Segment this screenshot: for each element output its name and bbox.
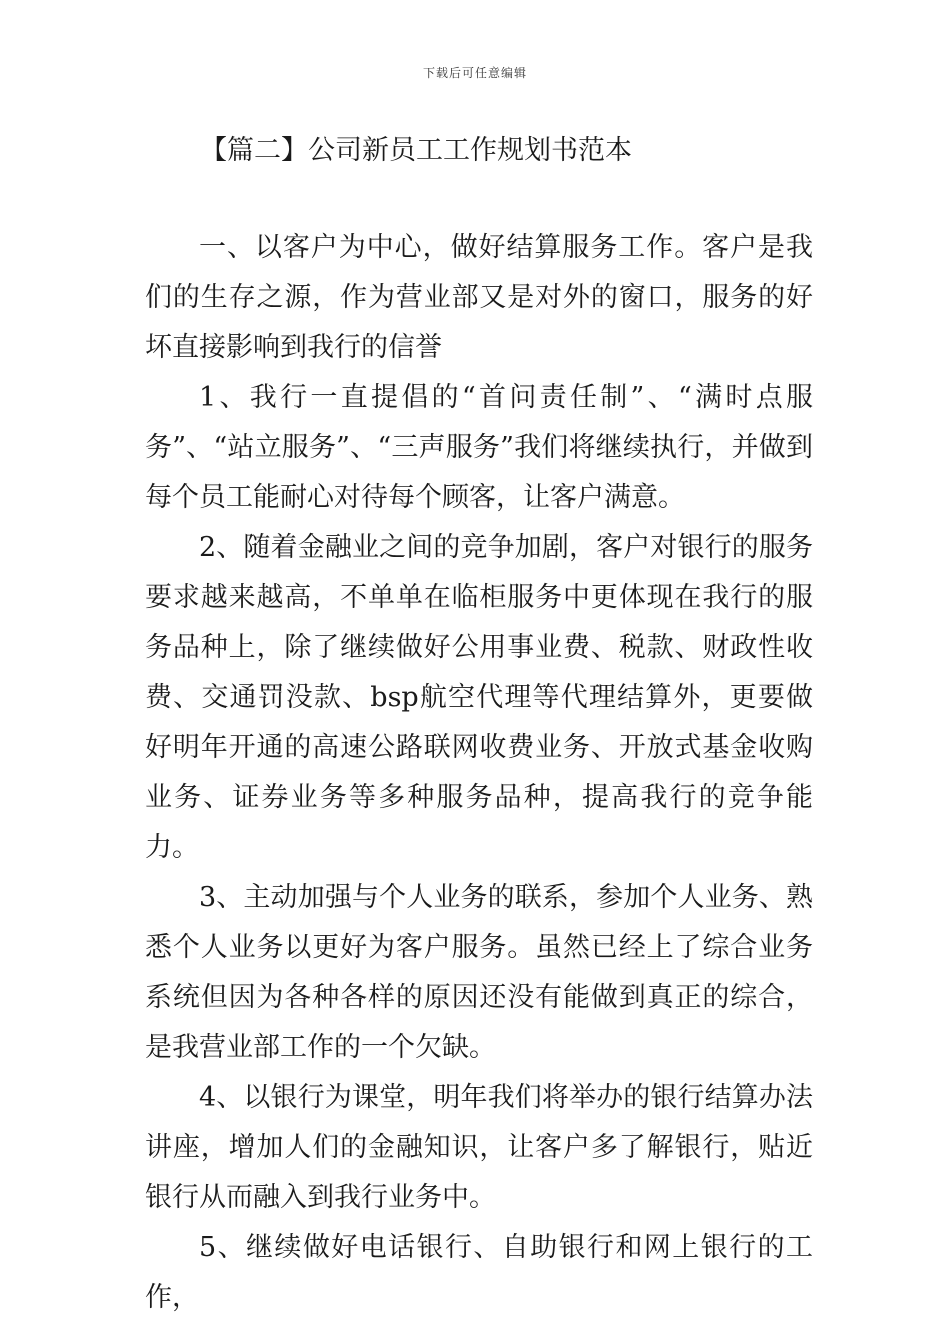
paragraph-4: 3、主动加强与个人业务的联系，参加个人业务、熟悉个人业务以更好为客户服务。虽然已经上了综合业务系统但因为各种各样的原因还没有能做到真正的综合，是我营业部工作的一个欠缺。 [145, 882, 813, 1063]
paragraph-3: 2、随着金融业之间的竞争加剧，客户对银行的服务要求越来越高，不单单在临柜服务中更体现在我行的服务品种上，除了继续做好公用事业费、税款、财政性收费、交通罚没款、bsp航空代理等代理结算外，更要做好明年开通的高速公路联网收费业务、开放式基金收购业务、证券业务等多种服务品种，提高我行的竞争能力。 [145, 532, 813, 863]
paragraph-5: 4、以银行为课堂，明年我们将举办的银行结算办法讲座，增加人们的金融知识，让客户多了解银行，贴近银行从而融入到我行业务中。 [145, 1082, 813, 1213]
paragraph-6: 5、继续做好电话银行、自助银行和网上银行的工作， [145, 1232, 813, 1313]
header-note: 下载后可任意编辑 [422, 66, 527, 80]
paragraph-1: 一、以客户为中心，做好结算服务工作。客户是我们的生存之源，作为营业部又是对外的窗口，服务的好坏直接影响到我行的信誉 [145, 232, 813, 363]
paragraph-2: 1、我行一直提倡的“首问责任制”、“满时点服务”、“站立服务”、“三声服务”我们将继续执行，并做到每个员工能耐心对待每个顾客，让客户满意。 [145, 382, 813, 513]
document-title: 【篇二】公司新员工工作规划书范本 [200, 135, 632, 166]
document-body [145, 223, 813, 1323]
